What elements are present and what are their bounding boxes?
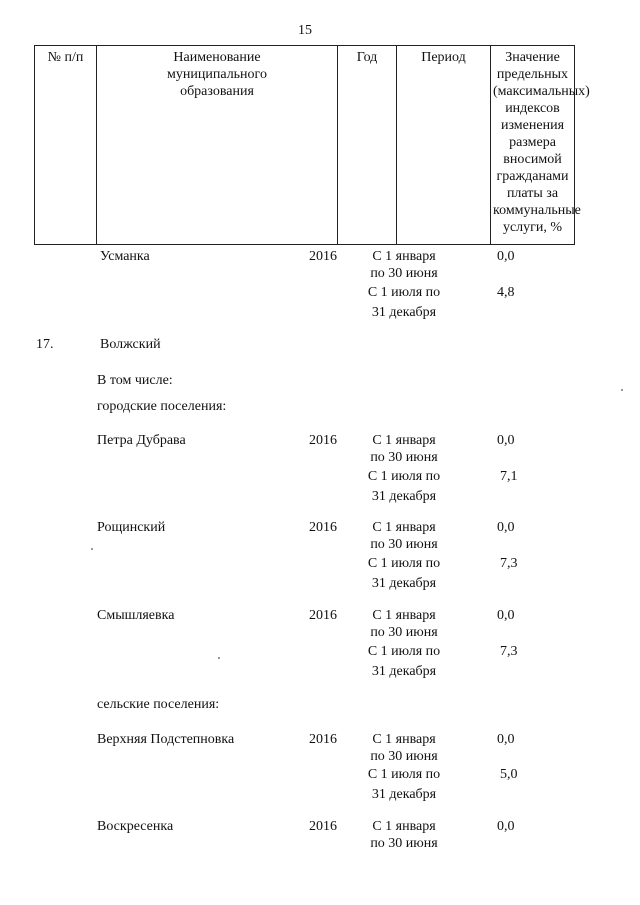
- row-value: 7,3: [500, 556, 518, 571]
- row-period: 31 декабря: [371, 305, 437, 320]
- row-period: С 1 июля по: [367, 469, 441, 484]
- row-period: по 30 июня: [370, 537, 438, 552]
- row-period: 31 декабря: [371, 664, 437, 679]
- row-period: С 1 января: [372, 520, 436, 535]
- row-period: по 30 июня: [370, 836, 438, 851]
- section-label: В том числе:: [97, 373, 173, 388]
- row-value: 0,0: [497, 608, 515, 623]
- row-value: 0,0: [497, 433, 515, 448]
- row-period: по 30 июня: [370, 266, 438, 281]
- row-name: Волжский: [100, 337, 161, 352]
- row-period: С 1 января: [372, 249, 436, 264]
- row-period: С 1 июля по: [367, 285, 441, 300]
- row-period: 31 декабря: [371, 576, 437, 591]
- row-year: 2016: [309, 608, 337, 623]
- scan-speck: [621, 389, 623, 391]
- section-label: городские поселения:: [97, 399, 227, 414]
- header-period: Период: [397, 46, 491, 245]
- row-period: по 30 июня: [370, 625, 438, 640]
- row-period: С 1 июля по: [367, 556, 441, 571]
- row-period: С 1 июля по: [367, 644, 441, 659]
- row-year: 2016: [309, 433, 337, 448]
- row-value: 7,1: [500, 469, 518, 484]
- page-number: 15: [298, 23, 312, 38]
- row-value: 0,0: [497, 249, 515, 264]
- row-period: С 1 января: [372, 608, 436, 623]
- row-name: Рощинский: [97, 520, 166, 535]
- row-value: 4,8: [497, 285, 515, 300]
- row-year: 2016: [309, 520, 337, 535]
- row-number: 17.: [36, 337, 54, 352]
- row-period: 31 декабря: [371, 489, 437, 504]
- section-label: сельские поселения:: [97, 697, 220, 712]
- row-name: Верхняя Подстепновка: [97, 732, 235, 747]
- header-municipality: Наименование муниципального образования: [97, 46, 338, 245]
- row-name: Петра Дубрава: [97, 433, 186, 448]
- row-period: 31 декабря: [371, 787, 437, 802]
- row-name: Усманка: [100, 249, 150, 264]
- row-value: 7,3: [500, 644, 518, 659]
- row-period: С 1 января: [372, 819, 436, 834]
- row-year: 2016: [309, 732, 337, 747]
- row-period: С 1 января: [372, 732, 436, 747]
- scan-speck: [91, 548, 93, 550]
- table-header: [34, 45, 590, 245]
- row-value: 0,0: [497, 819, 515, 834]
- scan-speck: [218, 657, 220, 659]
- row-name: Воскресенка: [97, 819, 174, 834]
- row-value: 0,0: [497, 732, 515, 747]
- row-period: С 1 января: [372, 433, 436, 448]
- header-value: Значение предельных (максимальных) индексов изменения размера вносимой гражданами платы за коммунальные услуги, %: [491, 46, 575, 245]
- row-year: 2016: [309, 249, 337, 264]
- row-name: Смышляевка: [97, 608, 175, 623]
- row-period: С 1 июля по: [367, 767, 441, 782]
- row-period: по 30 июня: [370, 749, 438, 764]
- header-year: Год: [338, 46, 397, 245]
- row-year: 2016: [309, 819, 337, 834]
- header-number: № п/п: [35, 46, 97, 245]
- row-period: по 30 июня: [370, 450, 438, 465]
- row-value: 5,0: [500, 767, 518, 782]
- row-value: 0,0: [497, 520, 515, 535]
